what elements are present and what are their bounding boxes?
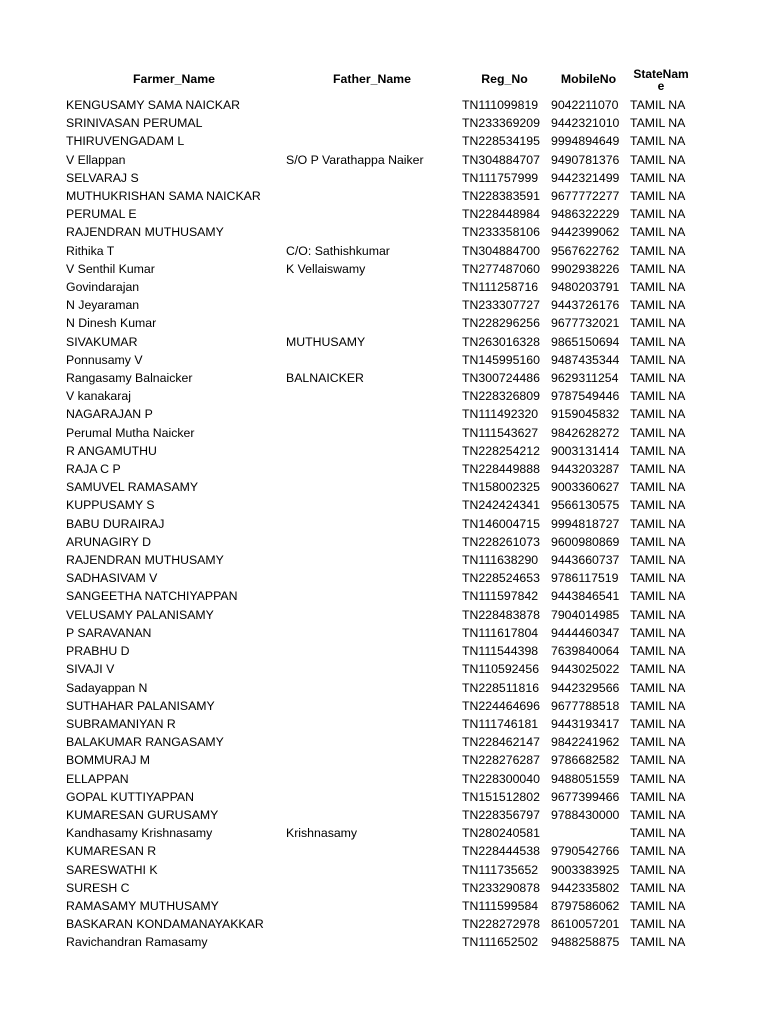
table-row [64, 788, 694, 806]
table-row [64, 278, 694, 296]
cell-mobile-no: 9902938226 [551, 261, 620, 276]
cell-reg-no: TN228276287 [462, 753, 540, 768]
table-row [64, 114, 694, 132]
cell-reg-no: TN111597842 [462, 589, 539, 604]
cell-father-name [284, 205, 460, 223]
cell-farmer-name: R ANGAMUTHU [66, 443, 157, 458]
cell-reg-no: TN228449888 [462, 462, 540, 477]
cell-reg-no: TN304884707 [462, 152, 540, 167]
cell-farmer-name: Rithika T [66, 243, 115, 258]
cell-state-name: TAMIL NA [630, 225, 686, 240]
table-row [64, 96, 694, 114]
cell-state-name: TAMIL NA [630, 644, 686, 659]
cell-reg-no: TN242424341 [462, 498, 540, 513]
cell-reg-no: TN146004715 [462, 516, 540, 531]
cell-farmer-name: RAJENDRAN MUTHUSAMY [66, 553, 224, 568]
cell-mobile-no: 9003360627 [551, 480, 620, 495]
cell-father-name: MUTHUSAMY [286, 334, 366, 349]
cell-state-name: TAMIL NA [630, 935, 686, 950]
table-row [64, 806, 694, 824]
cell-state-name: TAMIL NA [630, 316, 686, 331]
cell-reg-no: TN111543627 [462, 425, 539, 440]
header-state-name-line2: e [657, 79, 665, 93]
cell-mobile-no: 9842628272 [551, 425, 620, 440]
table-row [64, 442, 694, 460]
table-row [64, 606, 694, 624]
table-row [64, 205, 694, 223]
cell-farmer-name: KUPPUSAMY S [66, 498, 155, 513]
cell-reg-no: TN228448984 [462, 207, 540, 222]
cell-state-name: TAMIL NA [630, 407, 686, 422]
cell-reg-no: TN111492320 [462, 407, 539, 422]
cell-reg-no: TN228444538 [462, 844, 540, 859]
table-row [64, 333, 694, 351]
cell-father-name [284, 642, 460, 660]
cell-father-name [284, 478, 460, 496]
cell-farmer-name: Govindarajan [66, 280, 140, 295]
cell-reg-no: TN111544398 [462, 644, 539, 659]
cell-farmer-name: BABU DURAIRAJ [66, 516, 165, 531]
cell-farmer-name: SRINIVASAN PERUMAL [66, 116, 203, 131]
cell-reg-no: TN228296256 [462, 316, 540, 331]
cell-state-name: TAMIL NA [630, 462, 686, 477]
cell-reg-no: TN263016328 [462, 334, 540, 349]
table-row [64, 424, 694, 442]
table-row [64, 478, 694, 496]
table-row [64, 933, 694, 951]
cell-farmer-name: VELUSAMY PALANISAMY [66, 607, 214, 622]
cell-mobile-no: 9003131414 [551, 443, 620, 458]
cell-father-name [284, 351, 460, 369]
cell-mobile-no: 9786117519 [551, 571, 619, 586]
cell-father-name [284, 132, 460, 150]
farmer-table-sheet [64, 62, 694, 952]
cell-father-name [284, 788, 460, 806]
cell-mobile-no: 9566130575 [551, 498, 620, 513]
cell-farmer-name: SIVAJI V [66, 662, 115, 677]
cell-mobile-no: 9486322229 [551, 207, 620, 222]
cell-state-name: TAMIL NA [630, 371, 686, 386]
cell-father-name [284, 697, 460, 715]
cell-farmer-name: SANGEETHA NATCHIYAPPAN [66, 589, 238, 604]
cell-state-name: TAMIL NA [630, 698, 686, 713]
cell-reg-no: TN228254212 [462, 443, 540, 458]
cell-father-name [284, 770, 460, 788]
cell-state-name: TAMIL NA [630, 917, 686, 932]
cell-father-name [284, 223, 460, 241]
table-row [64, 387, 694, 405]
table-row [64, 697, 694, 715]
cell-reg-no: TN300724486 [462, 371, 540, 386]
cell-farmer-name: PRABHU D [66, 644, 130, 659]
table-row [64, 879, 694, 897]
cell-father-name [284, 751, 460, 769]
cell-reg-no: TN228534195 [462, 134, 540, 149]
table-row [64, 569, 694, 587]
table-row [64, 642, 694, 660]
cell-mobile-no: 9042211070 [551, 98, 619, 112]
cell-state-name: TAMIL NA [630, 553, 686, 568]
cell-mobile-no: 9159045832 [551, 407, 620, 422]
cell-farmer-name: SELVARAJ S [66, 170, 139, 185]
table-row [64, 915, 694, 933]
cell-father-name [284, 806, 460, 824]
cell-father-name [284, 533, 460, 551]
cell-reg-no: TN280240581 [462, 826, 540, 841]
cell-reg-no: TN233290878 [462, 880, 540, 895]
cell-farmer-name: ARUNAGIRY D [66, 534, 151, 549]
cell-reg-no: TN233307727 [462, 298, 540, 313]
cell-father-name [284, 278, 460, 296]
cell-state-name: TAMIL NA [630, 898, 686, 913]
cell-reg-no: TN158002325 [462, 480, 540, 495]
cell-farmer-name: Perumal Mutha Naicker [66, 425, 195, 440]
cell-mobile-no: 8610057201 [551, 917, 620, 932]
cell-mobile-no: 9786682582 [551, 753, 620, 768]
cell-mobile-no: 9480203791 [551, 280, 620, 295]
cell-farmer-name: BASKARAN KONDAMANAYAKKAR [66, 917, 264, 932]
cell-farmer-name: KENGUSAMY SAMA NAICKAR [66, 98, 241, 112]
cell-mobile-no: 9788430000 [551, 807, 620, 822]
table-row [64, 861, 694, 879]
cell-farmer-name: SIVAKUMAR [66, 334, 138, 349]
cell-state-name: TAMIL NA [630, 680, 686, 695]
cell-father-name [284, 405, 460, 423]
cell-state-name: TAMIL NA [630, 789, 686, 804]
cell-mobile-no: 9865150694 [551, 334, 620, 349]
table-row [64, 842, 694, 860]
farmer-table [64, 62, 694, 952]
cell-state-name: TAMIL NA [630, 152, 686, 167]
table-row [64, 169, 694, 187]
cell-state-name: TAMIL NA [630, 753, 686, 768]
cell-state-name: TAMIL NA [630, 807, 686, 822]
cell-father-name: BALNAICKER [286, 371, 364, 386]
cell-father-name [284, 933, 460, 951]
cell-reg-no: TN111757999 [462, 170, 539, 185]
cell-reg-no: TN228511816 [462, 680, 540, 695]
cell-state-name: TAMIL NA [630, 389, 686, 404]
cell-reg-no: TN111258716 [462, 280, 539, 295]
cell-mobile-no: 9994818727 [551, 516, 620, 531]
cell-father-name [284, 569, 460, 587]
table-row [64, 551, 694, 569]
cell-mobile-no: 9567622762 [551, 243, 620, 258]
table-row [64, 679, 694, 697]
cell-mobile-no: 8797586062 [551, 898, 620, 913]
cell-reg-no: TN228383591 [462, 189, 540, 204]
cell-farmer-name: ELLAPPAN [66, 771, 129, 786]
table-row [64, 151, 694, 169]
cell-mobile-no: 7639840064 [551, 644, 620, 659]
cell-state-name: TAMIL NA [630, 826, 686, 841]
cell-father-name [284, 587, 460, 605]
cell-farmer-name: Ponnusamy V [66, 352, 143, 367]
table-row [64, 515, 694, 533]
cell-father-name: Krishnasamy [286, 826, 358, 841]
cell-father-name [284, 424, 460, 442]
cell-reg-no: TN111735652 [462, 862, 539, 877]
cell-mobile-no: 9003383925 [551, 862, 620, 877]
cell-reg-no: TN111599584 [462, 898, 539, 913]
cell-reg-no: TN111652502 [462, 935, 539, 950]
cell-state-name: TAMIL NA [630, 352, 686, 367]
cell-state-name: TAMIL NA [630, 880, 686, 895]
cell-state-name: TAMIL NA [630, 771, 686, 786]
header-farmer-name: Farmer_Name [132, 71, 216, 86]
cell-father-name: C/O: Sathishkumar [286, 243, 390, 258]
cell-father-name [284, 879, 460, 897]
cell-father-name [284, 169, 460, 187]
cell-state-name: TAMIL NA [630, 98, 686, 112]
cell-farmer-name: Rangasamy Balnaicker [66, 371, 193, 386]
cell-state-name: TAMIL NA [630, 498, 686, 513]
cell-farmer-name: N Jeyaraman [66, 298, 140, 313]
table-row [64, 660, 694, 678]
cell-father-name: S/O P Varathappa Naiker [286, 152, 424, 167]
cell-farmer-name: SUTHAHAR PALANISAMY [66, 698, 215, 713]
cell-reg-no: TN110592456 [462, 662, 540, 677]
table-row [64, 314, 694, 332]
cell-mobile-no: 9443025022 [551, 662, 620, 677]
table-row [64, 770, 694, 788]
cell-reg-no: TN111099819 [462, 98, 539, 112]
cell-state-name: TAMIL NA [630, 243, 686, 258]
header-state-name-line1: StateNam [633, 67, 689, 81]
cell-mobile-no: 9443660737 [551, 553, 620, 568]
table-row [64, 260, 694, 278]
cell-state-name: TAMIL NA [630, 716, 686, 731]
cell-farmer-name: N Dinesh Kumar [66, 316, 157, 331]
cell-mobile-no: 9443203287 [551, 462, 620, 477]
cell-father-name [284, 606, 460, 624]
table-row [64, 715, 694, 733]
cell-father-name [284, 897, 460, 915]
cell-mobile-no [549, 824, 628, 842]
table-row [64, 624, 694, 642]
cell-mobile-no: 9629311254 [551, 371, 619, 386]
cell-father-name [284, 679, 460, 697]
cell-father-name [284, 861, 460, 879]
cell-farmer-name: RAJA C P [66, 462, 121, 477]
cell-mobile-no: 9442335802 [551, 880, 620, 895]
cell-state-name: TAMIL NA [630, 862, 686, 877]
table-row [64, 187, 694, 205]
cell-father-name [284, 496, 460, 514]
cell-reg-no: TN228300040 [462, 771, 540, 786]
cell-farmer-name: MUTHUKRISHAN SAMA NAICKAR [66, 189, 261, 204]
cell-farmer-name: V kanakaraj [66, 389, 131, 404]
cell-state-name: TAMIL NA [630, 189, 686, 204]
cell-mobile-no: 9488258875 [551, 935, 620, 950]
cell-farmer-name: Sadayappan N [66, 680, 148, 695]
cell-mobile-no: 9677399466 [551, 789, 620, 804]
cell-farmer-name: GOPAL KUTTIYAPPAN [66, 789, 195, 804]
cell-state-name: TAMIL NA [630, 662, 686, 677]
table-row [64, 296, 694, 314]
cell-mobile-no: 9677788518 [551, 698, 620, 713]
cell-father-name [284, 842, 460, 860]
cell-farmer-name: Kandhasamy Krishnasamy [66, 826, 213, 841]
table-row [64, 587, 694, 605]
cell-farmer-name: SARESWATHI K [66, 862, 158, 877]
cell-reg-no: TN111746181 [462, 716, 539, 731]
cell-farmer-name: BALAKUMAR RANGASAMY [66, 735, 224, 750]
cell-reg-no: TN228272978 [462, 917, 540, 932]
cell-mobile-no: 9444460347 [551, 625, 620, 640]
cell-father-name [284, 442, 460, 460]
cell-mobile-no: 9790542766 [551, 844, 620, 859]
cell-farmer-name: BOMMURAJ M [66, 753, 151, 768]
cell-farmer-name: SADHASIVAM V [66, 571, 158, 586]
cell-state-name: TAMIL NA [630, 480, 686, 495]
cell-reg-no: TN228356797 [462, 807, 540, 822]
cell-farmer-name: V Senthil Kumar [66, 261, 155, 276]
cell-father-name [284, 460, 460, 478]
cell-mobile-no: 9842241962 [551, 735, 620, 750]
table-body [64, 96, 694, 952]
cell-mobile-no: 7904014985 [551, 607, 620, 622]
cell-mobile-no: 9442329566 [551, 680, 620, 695]
table-row [64, 824, 694, 842]
cell-farmer-name: P SARAVANAN [66, 625, 152, 640]
cell-mobile-no: 9677732021 [551, 316, 620, 331]
cell-father-name [284, 187, 460, 205]
cell-mobile-no: 9442321010 [551, 116, 620, 131]
cell-father-name [284, 515, 460, 533]
cell-farmer-name: NAGARAJAN P [66, 407, 153, 422]
cell-state-name: TAMIL NA [630, 625, 686, 640]
cell-reg-no: TN228483878 [462, 607, 540, 622]
cell-father-name [284, 314, 460, 332]
cell-reg-no: TN111617804 [462, 625, 539, 640]
cell-reg-no: TN304884700 [462, 243, 540, 258]
table-row [64, 496, 694, 514]
cell-father-name [284, 733, 460, 751]
cell-father-name [284, 296, 460, 314]
cell-state-name: TAMIL NA [630, 134, 686, 149]
table-row [64, 533, 694, 551]
cell-state-name: TAMIL NA [630, 844, 686, 859]
table-row [64, 405, 694, 423]
cell-reg-no: TN228261073 [462, 534, 540, 549]
cell-state-name: TAMIL NA [630, 116, 686, 131]
cell-mobile-no: 9677772277 [551, 189, 620, 204]
header-state-name [628, 62, 694, 96]
cell-farmer-name: KUMARESAN GURUSAMY [66, 807, 219, 822]
cell-state-name: TAMIL NA [630, 298, 686, 313]
cell-reg-no: TN151512802 [462, 789, 540, 804]
cell-father-name [284, 96, 460, 114]
cell-reg-no: TN224464696 [462, 698, 540, 713]
cell-reg-no: TN228524653 [462, 571, 540, 586]
cell-reg-no: TN145995160 [462, 352, 540, 367]
cell-state-name: TAMIL NA [630, 443, 686, 458]
cell-state-name: TAMIL NA [630, 280, 686, 295]
cell-mobile-no: 9600980869 [551, 534, 620, 549]
cell-mobile-no: 9443193417 [551, 716, 620, 731]
header-reg-no: Reg_No [481, 71, 528, 86]
table-row [64, 733, 694, 751]
cell-reg-no: TN228326809 [462, 389, 540, 404]
cell-father-name [284, 915, 460, 933]
cell-farmer-name: SAMUVEL RAMASAMY [66, 480, 199, 495]
cell-state-name: TAMIL NA [630, 735, 686, 750]
table-row [64, 351, 694, 369]
cell-state-name: TAMIL NA [630, 516, 686, 531]
cell-farmer-name: V Ellappan [66, 152, 126, 167]
cell-father-name [284, 551, 460, 569]
cell-mobile-no: 9442321499 [551, 170, 620, 185]
cell-reg-no: TN228462147 [462, 735, 540, 750]
cell-reg-no: TN233369209 [462, 116, 540, 131]
cell-mobile-no: 9787549446 [551, 389, 620, 404]
cell-father-name [284, 660, 460, 678]
cell-farmer-name: Ravichandran Ramasamy [66, 935, 208, 950]
cell-state-name: TAMIL NA [630, 425, 686, 440]
cell-mobile-no: 9443726176 [551, 298, 620, 313]
cell-farmer-name: SUBRAMANIYAN R [66, 716, 176, 731]
table-row [64, 223, 694, 241]
cell-state-name: TAMIL NA [630, 571, 686, 586]
cell-state-name: TAMIL NA [630, 607, 686, 622]
cell-mobile-no: 9994894649 [551, 134, 620, 149]
table-row [64, 897, 694, 915]
cell-mobile-no: 9490781376 [551, 152, 620, 167]
header-row [64, 62, 694, 96]
cell-state-name: TAMIL NA [630, 334, 686, 349]
cell-father-name [284, 114, 460, 132]
cell-farmer-name: PERUMAL E [66, 207, 137, 222]
cell-state-name: TAMIL NA [630, 207, 686, 222]
cell-farmer-name: RAJENDRAN MUTHUSAMY [66, 225, 224, 240]
cell-farmer-name: SURESH C [66, 880, 130, 895]
cell-reg-no: TN233358106 [462, 225, 540, 240]
cell-state-name: TAMIL NA [630, 170, 686, 185]
cell-farmer-name: RAMASAMY MUTHUSAMY [66, 898, 219, 913]
header-father-name: Father_Name [333, 71, 411, 86]
cell-reg-no: TN277487060 [462, 261, 540, 276]
table-row [64, 242, 694, 260]
cell-mobile-no: 9488051559 [551, 771, 620, 786]
cell-state-name: TAMIL NA [630, 534, 686, 549]
cell-state-name: TAMIL NA [630, 261, 686, 276]
cell-father-name [284, 715, 460, 733]
cell-mobile-no: 9487435344 [551, 352, 620, 367]
table-row [64, 132, 694, 150]
table-row [64, 460, 694, 478]
cell-reg-no: TN111638290 [462, 553, 539, 568]
header-mobile-no: MobileNo [560, 71, 617, 86]
cell-mobile-no: 9443846541 [551, 589, 620, 604]
table-row [64, 369, 694, 387]
cell-father-name: K Vellaiswamy [286, 261, 366, 276]
cell-father-name [284, 624, 460, 642]
cell-farmer-name: THIRUVENGADAM L [66, 134, 185, 149]
cell-father-name [284, 387, 460, 405]
table-row [64, 751, 694, 769]
cell-mobile-no: 9442399062 [551, 225, 620, 240]
cell-state-name: TAMIL NA [630, 589, 686, 604]
cell-farmer-name: KUMARESAN R [66, 844, 157, 859]
